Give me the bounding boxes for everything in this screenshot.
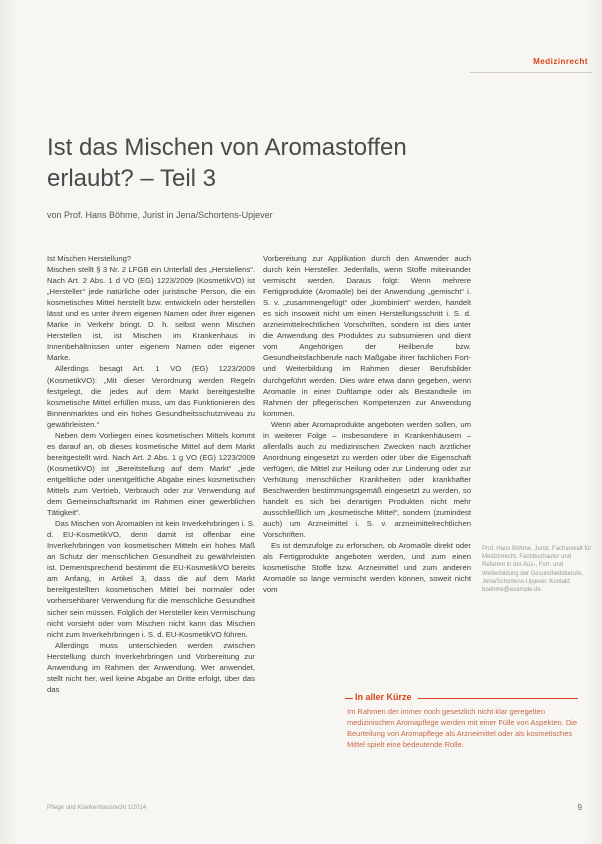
paragraph: Mischen stellt § 3 Nr. 2 LFGB ein Unterfall des „Herstellens“. Nach Art. 2 Abs. 1 d VO (EG) 1223/2009 (KosmetikVO) ist „Hersteller“ jede natürliche oder juristische Person, die ein kosmetisches Mittel herstellt bzw. entwickeln oder herstellen lässt und es unter ihrem eigenen Namen oder ihrer eigenen Marke in Verkehr bringt. D. h. selbst wenn Mischen Herstellen ist, ist Mischen im Krankenhaus in Innenbehältnissen unter eigenem Namen oder eigener Marke. [47,265,255,363]
paragraph: Vorbereitung zur Applikation durch den Anwender auch durch kein Hersteller. Jedenfalls, wenn Stoffe miteinander vermischt werden. Daraus folgt: Wenn mehrere Fertigprodukte (Aromaöle) bei der Anwendung „gemischt“ i. S. v. „zusammengefügt“ oder „kombiniert“ werden, handelt es sich insoweit nicht um einen Herstellungsschritt i. S. d. arzneimittelrechtlichen Vorschriften, sondern ist dies unter die Anwendung des Produktes zu subsumieren und dient vom Angehörigen der Heilberufe bzw. Gesundheitsfachberufe nach Maßgabe ihrer fachlichen Fort- und Weiterbildung im Rahmen dieser Berufsbilder durchgeführt werden. Dies wäre etwa dann gegeben, wenn Aromaöle in einer Duftlampe oder als Bestandteile im Rahmen der pflegerischen Kompetenzen zur Anwendung kommen. [263,254,471,418]
paragraph: Allerdings besagt Art. 1 VO (EG) 1223/2009 (KosmetikVO): „Mit dieser Verordnung werden Regeln festgelegt, die jedes auf dem Markt bereitgestellte kosmetische Mittel erfüllen muss, um das Funktionieren des Binnenmarktes und ein hohes Gesundheitsschutzniveau zu gewährleisten.“ [47,364,255,429]
article-title: Ist das Mischen von Aromastoffen erlaubt? – Teil 3 [47,134,407,192]
page-number: 9 [577,803,582,812]
summary-heading: In aller Kürze [355,692,412,702]
footer: Pflege und Krankenhausrecht 1/2014 [47,805,147,811]
paragraph: Wenn aber Aromaprodukte angeboten werden sollen, um in weiterer Folge – insbesondere in Krankenhäusern – allenfalls auch zu medizinischen Zwecken nach ärztlicher Anordnung eingesetzt zu werden oder über die Eigenschaft verfügen, die Mittel zur Heilung oder zur Linderung oder zur Verhütung menschlicher Krankheiten oder krankhafter Beschwerden bestimmungsgemäß eingesetzt zu werden, so handelt es sich bei derartigen Produkten nicht mehr ausschließlich um „kosmetische Mittel“, sondern (zumindest auch) um Arzneimittel i. S. v. arzneimittelrechtlichen Vorschriften. [263,419,471,540]
summary-text: Im Rahmen der immer noch gesetzlich nicht klar geregelten medizinischen Aromapflege werden mit einer Fülle von Aspekten. Die Beurteilung von Aromapflege als Arzneimittel oder als kosmetisches Mittel spielt eine bedeutende Rolle. [347,707,578,749]
paragraph: Neben dem Vorliegen eines kosmetischen Mittels kommt es darauf an, ob dieses kosmetische Mittel auf dem Markt bereitgestellt wird. Nach Art. 2 Abs. 1 g VO (EG) 1223/2009 (KosmetikVO) ist „Bereitstellung auf dem Markt“ „jede entgeltliche oder unentgeltliche Abgabe eines kosmetischen Mittels zum Vertrieb, Verbrauch oder zur Verwendung auf dem Gemeinschaftsmarkt im Rahmen einer gewerblichen Tätigkeit“. [47,430,255,518]
byline: von Prof. Hans Böhme, Jurist in Jena/Schortens-Upjever [47,210,273,220]
section-tag: Medizinrecht [533,57,588,66]
section-rule [470,72,592,73]
subheading: Ist Mischen Herstellung? [47,254,132,263]
author-note: Prof. Hans Böhme, Jurist, Fachanwalt für Medizinrecht, Fachbuchautor und Referent in der Aus-, Fort- und Weiterbildung der Gesundheitsberufe, Jena/Schortens-Upjever. Kontakt: boehme@example.de [482,546,592,594]
paragraph: Allerdings muss unterschieden werden zwischen Herstellung durch Inverkehrbringen und Vorbereitung zur Anwendung im Rahmen der Anwendung. Wer anwendet, stellt nicht her, weil keine Abgabe an Dritte erfolgt, über das das [47,640,255,694]
text-column-2 [263,253,471,595]
paragraph: Es ist demzufolge zu erforschen, ob Aromaöle direkt oder als Fertigprodukte angeboten werden, und zum einen kosmetische Stoffe bzw. Arzneimittel und zum anderen Aromaöle so lange vermischt werden können, soweit nicht vom [263,541,471,595]
paragraph: Das Mischen von Aromaölen ist kein Inverkehrbringen i. S. d. EU-KosmetikVO, denn damit ist offenbar eine Inverkehrbringen von kosmetischen Mitteln ein hohes Maß an Schutz der menschlichen Gesundheit zu gewährleisten ist. Dementsprechend bestimmt die EU-KosmetikVO bereits am Anfang, in Artikel 3, dass die auf dem Markt bereitgestellten kosmetischen Mittel bei normaler oder vorhersehbarer Verwendung für die menschliche Gesundheit sicher sein müssen. Folglich der Hersteller kein Vermischung nicht vorsieht oder vom Mischen nicht kann das Mischen nicht zum Inverkehrbringen i. S. d. EU-KosmetikVO führen. [47,519,255,639]
text-column-1 [47,253,255,695]
box-rule-right [418,698,578,699]
box-rule-left [345,698,353,699]
